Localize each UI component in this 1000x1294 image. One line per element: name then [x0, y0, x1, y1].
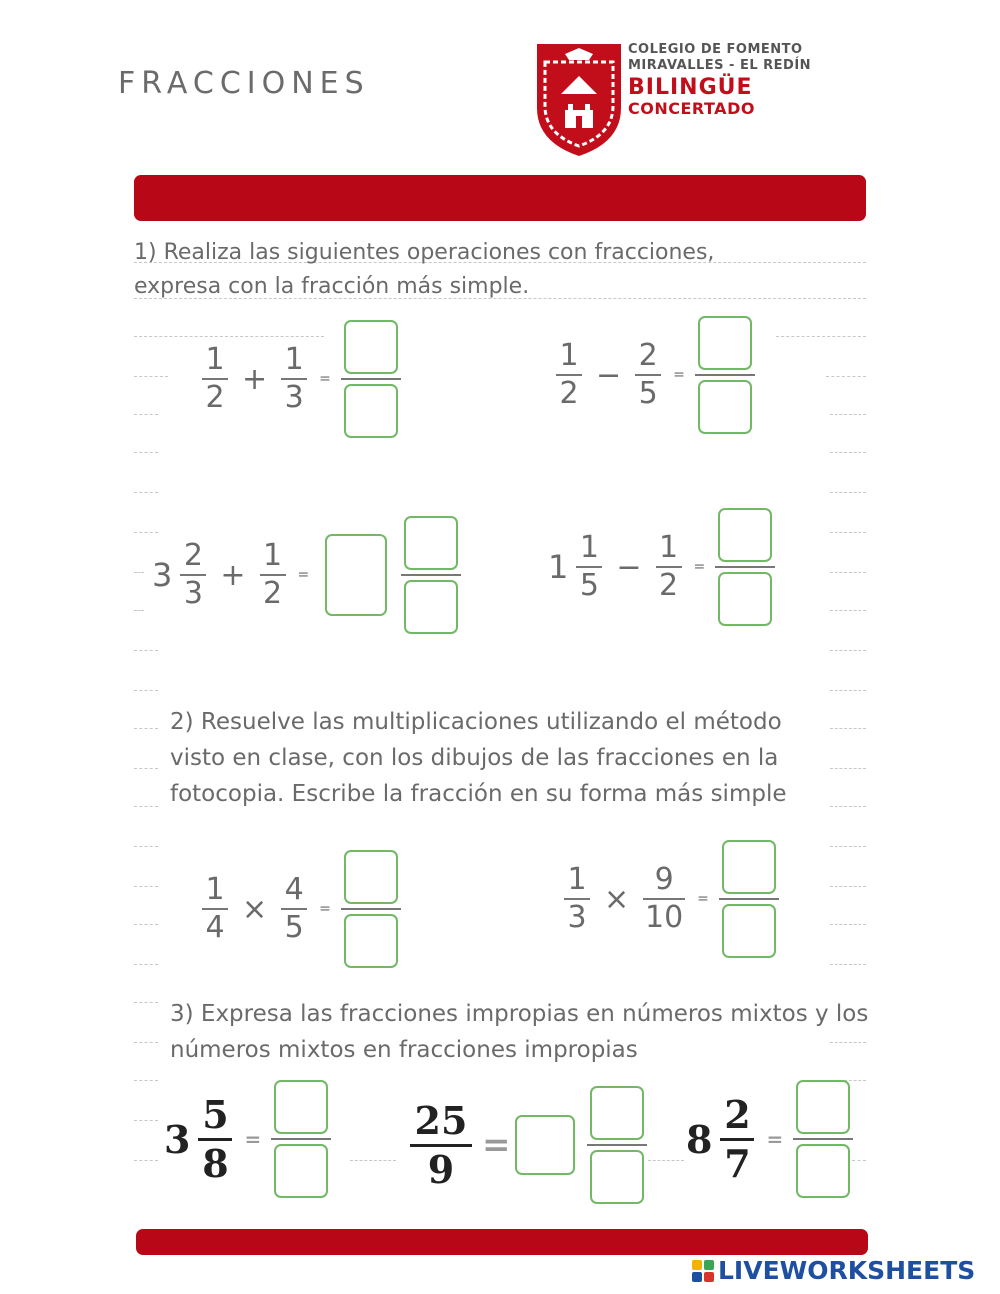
s2-exercise-2	[558, 840, 779, 958]
answer-numerator-box[interactable]	[404, 516, 458, 570]
s1-exercise-4	[548, 508, 775, 626]
answer-denominator-box[interactable]	[344, 384, 398, 438]
fraction: $\frac{1}{4}$	[202, 873, 228, 945]
fraction: $\frac{1}{2}$	[260, 539, 286, 611]
answer-fraction	[695, 316, 755, 434]
answer-numerator-box[interactable]	[344, 320, 398, 374]
liveworksheets-logo-icon	[692, 1260, 714, 1282]
liveworksheets-brand	[692, 1256, 975, 1285]
operator: +	[242, 361, 268, 397]
answer-whole-box[interactable]	[325, 534, 387, 616]
answer-denominator-box[interactable]	[274, 1144, 328, 1198]
answer-numerator-box[interactable]	[722, 840, 776, 894]
fraction: $\frac{1}{3}$	[564, 863, 590, 935]
school-logo	[535, 42, 835, 158]
answer-fraction	[793, 1080, 853, 1198]
answer-fraction	[341, 320, 401, 438]
fraction: $\frac{25}{9}$	[410, 1099, 472, 1192]
equals-sign: =	[244, 1127, 262, 1151]
answer-numerator-box[interactable]	[718, 508, 772, 562]
answer-denominator-box[interactable]	[404, 580, 458, 634]
answer-numerator-box[interactable]	[796, 1080, 850, 1134]
answer-fraction	[715, 508, 775, 626]
answer-numerator-box[interactable]	[698, 316, 752, 370]
answer-numerator-box[interactable]	[274, 1080, 328, 1134]
equals-sign: =	[319, 371, 331, 387]
answer-denominator-box[interactable]	[722, 904, 776, 958]
s3-exercise-2	[404, 1086, 647, 1204]
bottom-red-banner	[136, 1229, 868, 1255]
fraction: $\frac{1}{2}$	[656, 531, 682, 603]
s1-exercise-2	[550, 316, 755, 434]
s3-exercise-1	[164, 1080, 331, 1198]
answer-fraction	[719, 840, 779, 958]
answer-whole-box[interactable]	[515, 1115, 575, 1175]
answer-fraction	[401, 516, 461, 634]
page-title: FRACCIONES	[118, 66, 370, 101]
equals-sign: =	[297, 567, 310, 583]
operator: −	[616, 549, 642, 585]
answer-fraction	[587, 1086, 647, 1204]
logo-line-2: MIRAVALLES - EL REDÍN	[628, 58, 812, 73]
equals-sign: =	[697, 891, 709, 907]
fraction: $\frac{1}{5}$	[576, 531, 602, 603]
operator: +	[220, 557, 246, 593]
equals-sign: =	[693, 559, 706, 575]
whole-number: 3	[152, 556, 173, 594]
whole-number: 1	[548, 548, 569, 586]
top-red-banner	[134, 175, 866, 221]
answer-denominator-box[interactable]	[344, 914, 398, 968]
s2-exercise-1	[196, 850, 401, 968]
answer-fraction	[271, 1080, 331, 1198]
answer-denominator-box[interactable]	[590, 1150, 644, 1204]
fraction: $\frac{2}{7}$	[720, 1093, 754, 1186]
operator: −	[596, 357, 622, 393]
fraction: $\frac{5}{8}$	[198, 1093, 232, 1186]
fraction: $\frac{4}{5}$	[281, 873, 307, 945]
s1-exercise-1	[196, 320, 401, 438]
s1-exercise-3	[152, 516, 461, 634]
logo-line-1: COLEGIO DE FOMENTO	[628, 42, 803, 57]
fraction: $\frac{1}{2}$	[202, 343, 228, 415]
fraction: $\frac{2}{5}$	[635, 339, 661, 411]
fraction: $\frac{1}{2}$	[556, 339, 582, 411]
operator: ×	[604, 881, 630, 917]
equals-sign: =	[319, 901, 331, 917]
fraction: $\frac{9}{10}$	[645, 862, 684, 935]
answer-numerator-box[interactable]	[590, 1086, 644, 1140]
answer-numerator-box[interactable]	[344, 850, 398, 904]
section3-instruction: 3) Expresa las fracciones impropias en números mixtos y los números mixtos en fracciones impropias	[170, 1001, 869, 1063]
s3-exercise-3	[686, 1080, 853, 1198]
answer-denominator-box[interactable]	[698, 380, 752, 434]
whole-number: 8	[686, 1116, 713, 1162]
logo-line-3: BILINGÜE	[628, 75, 753, 100]
equals-sign: =	[673, 367, 685, 383]
whole-number: 3	[164, 1116, 191, 1162]
answer-fraction	[341, 850, 401, 968]
section1-instruction: 1) Realiza las siguientes operaciones con fracciones, expresa con la fracción más simple.	[134, 240, 715, 299]
operator: ×	[242, 891, 268, 927]
equals-sign: =	[482, 1125, 511, 1165]
fraction: $\frac{1}{3}$	[281, 343, 307, 415]
answer-denominator-box[interactable]	[718, 572, 772, 626]
answer-denominator-box[interactable]	[796, 1144, 850, 1198]
equals-sign: =	[766, 1127, 784, 1151]
logo-line-4: CONCERTADO	[628, 99, 755, 118]
school-crest-icon	[535, 42, 623, 158]
fraction: $\frac{2}{3}$	[180, 539, 206, 611]
section2-instruction: 2) Resuelve las multiplicaciones utilizando el método visto en clase, con los dibujos de las fracciones en la fotocopia. Escribe la fracción en su forma más simple	[170, 709, 787, 807]
liveworksheets-wordmark: LIVEWORKSHEETS	[718, 1256, 976, 1285]
